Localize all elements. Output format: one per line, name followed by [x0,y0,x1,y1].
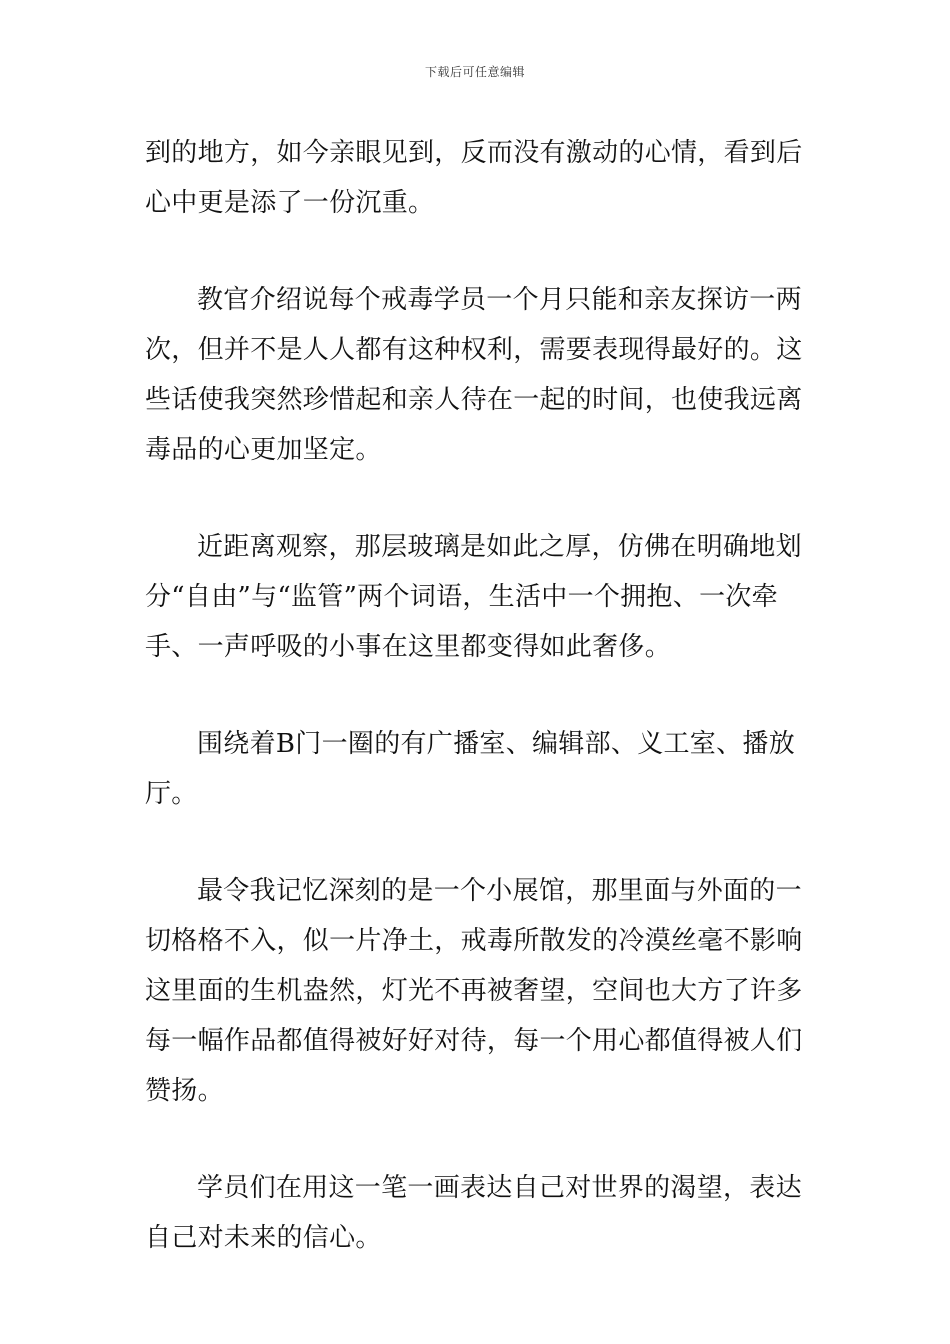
paragraph-gap [145,672,810,719]
paragraph-2: 教官介绍说每个戒毒学员一个月只能和亲友探访一两次，但并不是人人都有这种权利，需要表现得最好的。这些话使我突然珍惜起和亲人待在一起的时间，也使我远离毒品的心更加坚定。 [145,285,803,465]
paragraph-gap [145,228,810,275]
paragraph-6: 学员们在用这一笔一画表达自己对世界的渴望，表达自己对未来的信心。 [145,1173,802,1253]
paragraph-4: 围绕着B门一圈的有广播室、编辑部、义工室、播放厅。 [145,729,796,809]
paragraph-gap [145,475,810,522]
page-header: 下载后可任意编辑 [424,65,525,79]
paragraph-gap [145,819,810,866]
document-body [145,128,810,1263]
paragraph-1: 到的地方，如今亲眼见到，反而没有激动的心情，看到后心中更是添了一份沉重。 [145,138,803,218]
paragraph-gap [145,1116,810,1163]
paragraph-5: 最令我记忆深刻的是一个小展馆，那里面与外面的一切格格不入，似一片净土，戒毒所散发的冷漠丝毫不影响这里面的生机盎然，灯光不再被奢望，空间也大方了许多每一幅作品都值得被好好对待，每一个用心都值得被人们赞扬。 [145,876,803,1106]
paragraph-3: 近距离观察，那层玻璃是如此之厚，仿佛在明确地划分“自由”与“监管”两个词语，生活中一个拥抱、一次牵手、一声呼吸的小事在这里都变得如此奢侈。 [145,532,802,662]
